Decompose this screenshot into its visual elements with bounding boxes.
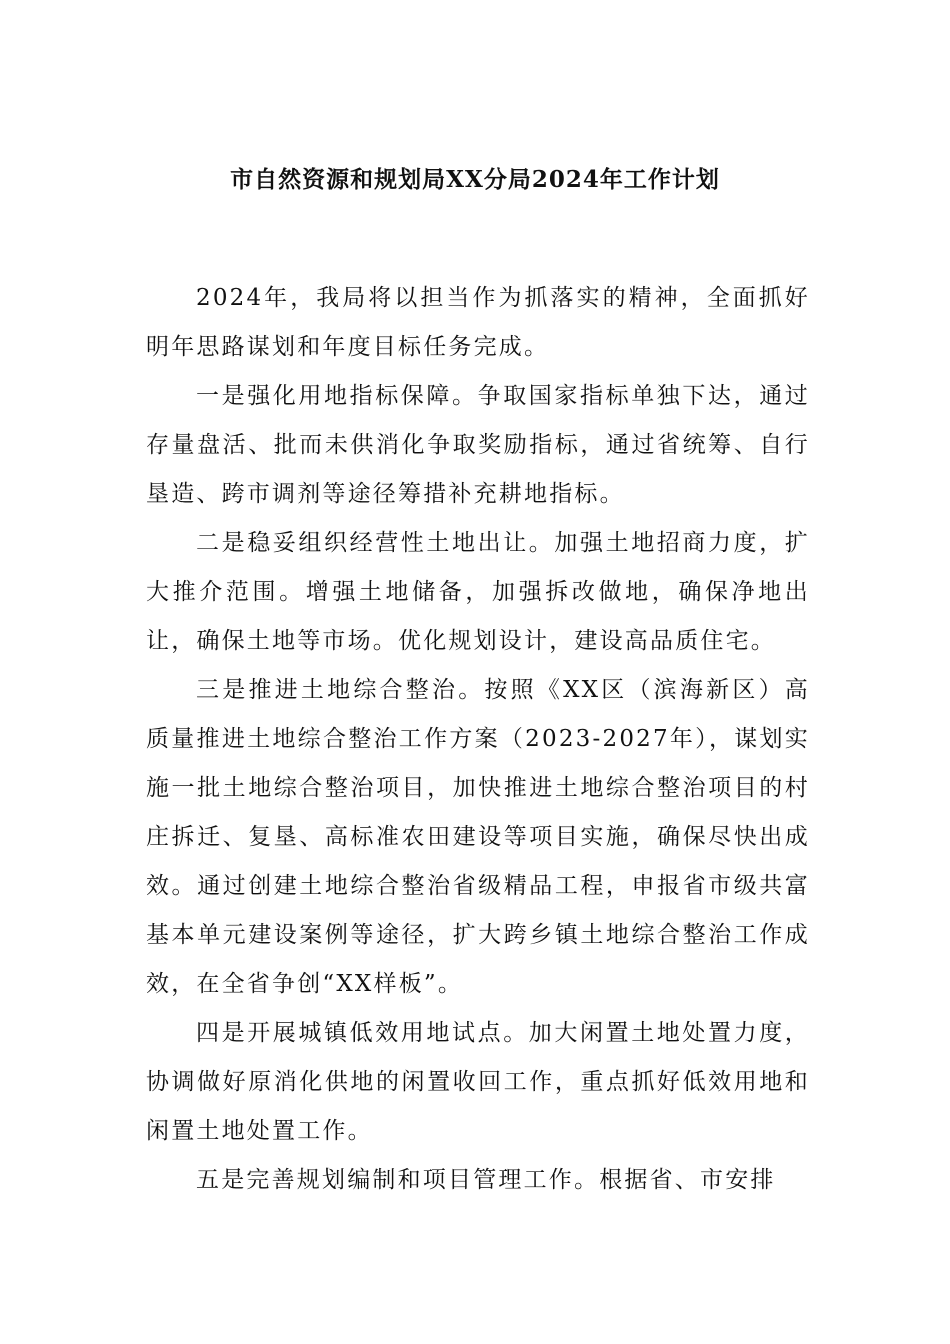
- paragraph-intro: 2024年，我局将以担当作为抓落实的精神，全面抓好明年思路谋划和年度目标任务完成。: [146, 285, 810, 360]
- paragraph-item-5: 五是完善规划编制和项目管理工作。根据省、市安排: [196, 1167, 776, 1193]
- paragraph-item-2: 二是稳妥组织经营性土地出让。加强土地招商力度，扩大推介范围。增强土地储备，加强拆改做地，确保净地出让，确保土地等市场。优化规划设计，建设高品质住宅。: [146, 530, 810, 654]
- paragraph-item-3: 三是推进土地综合整治。按照《XX区（滨海新区）高质量推进土地综合整治工作方案（2023-2027年），谋划实施一批土地综合整治项目，加快推进土地综合整治项目的村庄拆迁、复垦、高标准农田建设等项目实施，确保尽快出成效。通过创建土地综合整治省级精品工程，申报省市级共富基本单元建设案例等途径，扩大跨乡镇土地综合整治工作成效，在全省争创“XX样板”。: [146, 677, 810, 997]
- paragraph-item-4: 四是开展城镇低效用地试点。加大闲置土地处置力度，协调做好原消化供地的闲置收回工作，重点抓好低效用地和闲置土地处置工作。: [146, 1020, 810, 1144]
- document-title: 市自然资源和规划局XX分局2024年工作计划: [230, 166, 720, 193]
- paragraph-item-1: 一是强化用地指标保障。争取国家指标单独下达，通过存量盘活、批而未供消化争取奖励指标，通过省统筹、自行垦造、跨市调剂等途径筹措补充耕地指标。: [146, 383, 810, 507]
- document-body: [146, 274, 810, 1205]
